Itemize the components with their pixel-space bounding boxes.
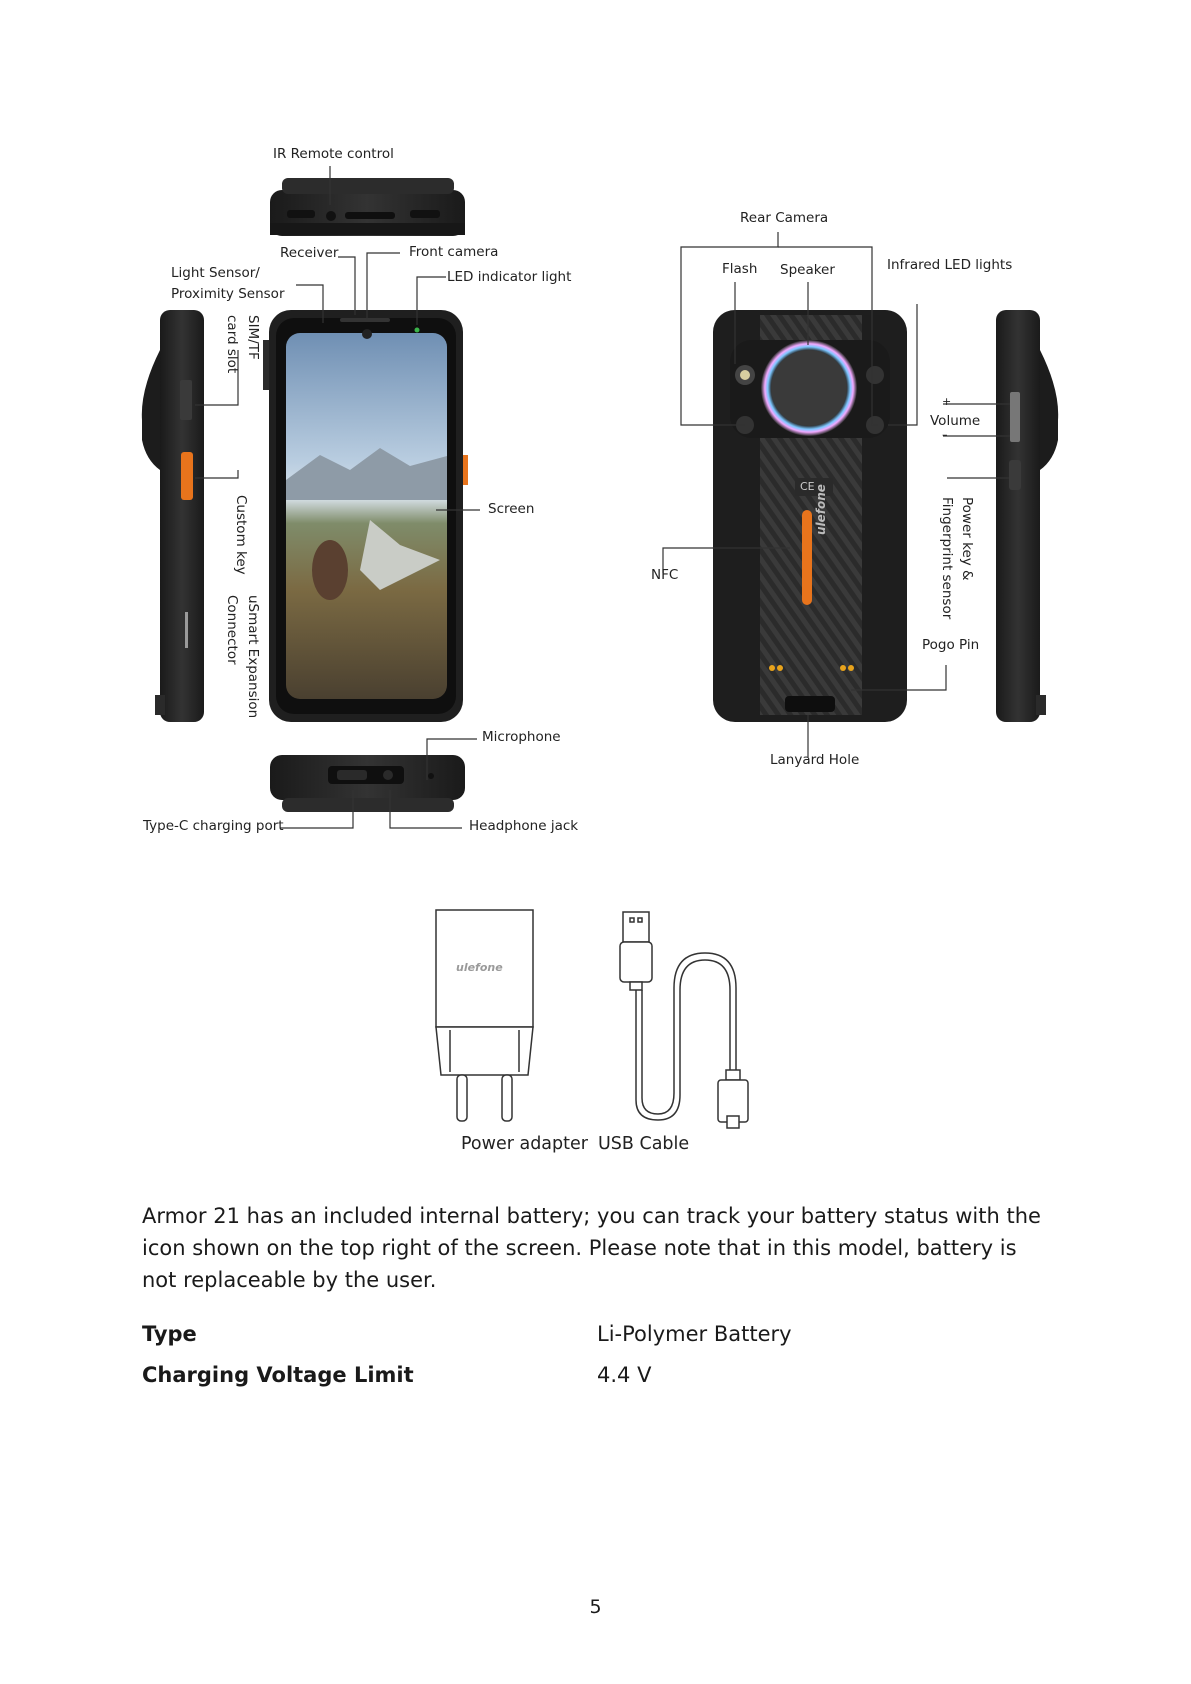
label-usb-cable: USB Cable [598, 1134, 690, 1154]
phone-left-side-view [142, 310, 204, 722]
label-custom-key: Custom key [233, 495, 249, 575]
spec-type-value: Li-Polymer Battery [597, 1322, 792, 1346]
label-pogo: Pogo Pin [922, 637, 980, 653]
phone-front-view [263, 310, 468, 722]
label-volume: Volume [930, 413, 981, 429]
label-front-camera: Front camera [409, 244, 499, 260]
spec-voltage-value: 4.4 V [597, 1363, 652, 1387]
adapter-brand-text: ulefone [456, 961, 503, 974]
label-nfc: NFC [651, 567, 679, 583]
label-ir-remote: IR Remote control [273, 146, 394, 162]
label-volume-plus: + [942, 395, 952, 408]
label-lanyard: Lanyard Hole [770, 752, 860, 768]
label-usmart-2: Connector [224, 595, 240, 665]
label-microphone: Microphone [482, 729, 561, 745]
label-sim-slot-2: card slot [224, 315, 240, 374]
label-infrared: Infrared LED lights [887, 257, 1013, 273]
rear-ce-mark: CE [800, 480, 815, 493]
label-power-adapter: Power adapter [461, 1134, 588, 1154]
label-light-sensor-2: Proximity Sensor [171, 286, 285, 302]
spec-type-key: Type [142, 1322, 197, 1346]
label-usmart-1: uSmart Expansion [245, 595, 261, 719]
phone-bottom-view [270, 755, 465, 812]
battery-paragraph: Armor 21 has an included internal battery; you can track your battery status with the icon shown on the top right of the screen. Please note that in this model, battery is not replaceable by the user. [142, 1204, 1041, 1292]
label-screen: Screen [488, 501, 535, 517]
label-receiver: Receiver [280, 245, 339, 261]
label-volume-minus: – [942, 428, 948, 441]
label-light-sensor-1: Light Sensor/ [171, 265, 260, 281]
label-power-1: Power key & [959, 497, 975, 581]
page-number: 5 [589, 1596, 602, 1618]
phone-rear-view [713, 310, 907, 722]
label-power-2: Fingerprint sensor [939, 497, 955, 620]
label-sim-slot-1: SIM/TF [245, 315, 261, 360]
label-headphone: Headphone jack [469, 818, 579, 834]
label-rear-camera: Rear Camera [740, 210, 829, 226]
phone-right-side-view [996, 310, 1058, 722]
phone-top-view [270, 178, 465, 236]
label-flash: Flash [722, 261, 758, 277]
usb-cable-drawing [620, 912, 748, 1128]
label-speaker: Speaker [780, 262, 835, 278]
label-type-c: Type-C charging port [143, 818, 284, 834]
rear-brand-text: ulefone [814, 484, 828, 535]
label-led-indicator: LED indicator light [447, 269, 572, 285]
spec-voltage-key: Charging Voltage Limit [142, 1363, 414, 1387]
power-adapter-drawing [436, 910, 533, 1121]
